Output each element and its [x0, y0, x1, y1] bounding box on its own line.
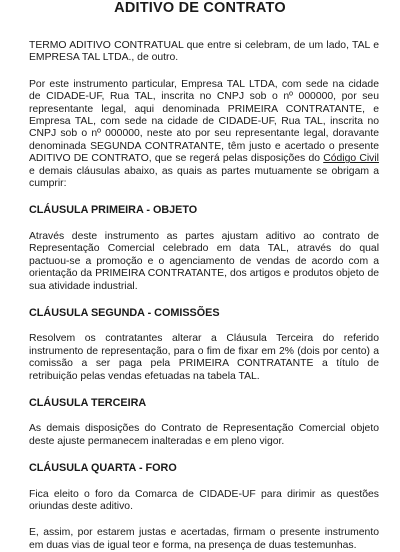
clause-2-text: Resolvem os contratantes alterar a Cláusula Terceira do referido instrumento de representação, para o fim de fixar em 2% (dois por cento) a comissão a ser paga pela PRIMEIRA CONTRATANTE a título de retribuição pelas vendas efetuadas na tabela TAL. — [29, 333, 379, 382]
clause-3-text: As demais disposições do Contrato de Representação Comercial objeto deste ajuste permanecem inalteradas e em pleno vigor. — [29, 423, 379, 447]
parties-paragraph — [29, 79, 379, 191]
clause-1-heading: CLÁUSULA PRIMEIRA - OBJETO — [29, 204, 198, 217]
closing-paragraph: E, assim, por estarem justas e acertadas, firmam o presente instrumento em duas vias de igual teor e forma, na presença de duas testemunhas. — [29, 527, 379, 551]
clause-2-heading: CLÁUSULA SEGUNDA - COMISSÕES — [29, 306, 220, 319]
clause-4-heading: CLÁUSULA QUARTA - FORO — [29, 462, 177, 475]
civil-code-link[interactable]: Código Civil — [323, 153, 379, 165]
clause-3-heading: CLÁUSULA TERCEIRA — [29, 396, 147, 409]
intro-paragraph: TERMO ADITIVO CONTRATUAL que entre si celebram, de um lado, TAL e EMPRESA TAL LTDA., de outro. — [29, 40, 379, 64]
document-title: ADITIVO DE CONTRATO — [114, 0, 286, 16]
document-body — [29, 40, 379, 552]
clause-4-text: Fica eleito o foro da Comarca de CIDADE-UF para dirimir as questões oriundas deste aditivo. — [29, 488, 379, 512]
parties-text-start: Por este instrumento particular, Empresa TAL LTDA, com sede na cidade de CIDADE-UF, Rua TAL, inscrita no CNPJ sob o nº 000000, por seu representante legal, aqui denominada PRIMEIRA CONTRATANTE, e Empresa TAL, com sede na cidade de CIDADE-UF, Rua TAL, inscrita no CNPJ sob o nº 000000, neste ato por seu representante legal, doravante denominada SEGUNDA CONTRATANTE, têm justo e acertado o presente ADITIVO DE CONTRATO, que se regerá pelas disposições do — [29, 78, 379, 165]
parties-text-end: e demais cláusulas abaixo, as quais as partes mutuamente se obrigam a cumprir: — [29, 165, 379, 190]
clause-1-text: Através deste instrumento as partes ajustam aditivo ao contrato de Representação Comercial celebrado em data TAL, através do qual pactuou-se a promoção e o agenciamento de vendas de acordo com a orientação da PRIMEIRA CONTRATANTE, dos artigos e produtos objeto de sua atividade industrial. — [29, 230, 379, 292]
